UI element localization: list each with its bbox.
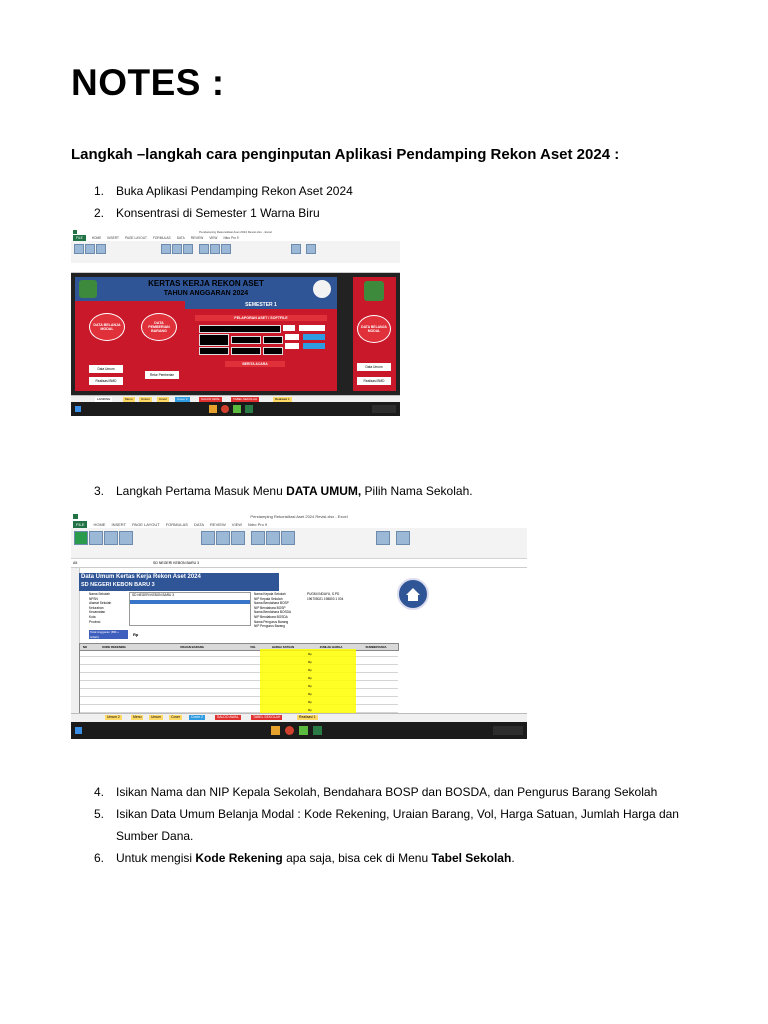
new-window-icon[interactable]	[199, 244, 209, 254]
zoom-icon[interactable]	[201, 531, 215, 545]
field-label: Kelurahan	[89, 605, 104, 610]
mid-oval-button[interactable]	[141, 313, 177, 341]
field-label: Nama Sekolah	[89, 592, 110, 596]
berita-acara-label: BERITA ACARA	[225, 361, 285, 367]
field-label: Nama Kepala Sekolah	[254, 592, 286, 596]
semester-label: SEMESTER 1	[185, 301, 337, 309]
rp-cell: Rp	[308, 692, 312, 696]
window-title: Pendamping Rekonsiliasi Aset 2024 Revisi.xlsx - Excel	[199, 230, 272, 234]
step-text: Untuk mengisi Kode Rekening apa saja, bisa cek di Menu Tabel Sekolah.	[116, 851, 515, 865]
col-header: KODE REKENING	[102, 645, 126, 649]
field-label: NIP Bendahara BOSP	[254, 605, 286, 610]
banner-title: KERTAS KERJA REKON ASET	[148, 279, 264, 288]
school-dropdown-value: SD NEGERI KEBON BARU 3	[132, 593, 174, 597]
realisasi-button[interactable]: Realisasi BMD	[89, 377, 123, 385]
sheet-tab[interactable]: Cover 2	[191, 715, 203, 719]
excel-screenshot-menu	[71, 229, 400, 416]
tab-nitro[interactable]: Nitro Pro 9	[223, 236, 239, 240]
taskbar-app-icon[interactable]	[233, 405, 241, 413]
sheet-tab[interactable]: Menu	[133, 715, 142, 719]
tab-review[interactable]: REVIEW	[190, 236, 204, 240]
col-header: URAIAN BARANG	[180, 645, 204, 649]
col-header: VOL	[250, 645, 256, 649]
mid-oval-label: DATA PEMBERIAN BARANG	[148, 321, 170, 333]
normal-view-icon[interactable]	[74, 244, 84, 254]
arrange-all-icon[interactable]	[266, 531, 280, 545]
left-oval-label: DATA BELANJA MODAL	[93, 323, 121, 331]
page-title: NOTES :	[71, 62, 225, 103]
tab-formulas[interactable]: FORMULAS	[165, 522, 188, 527]
sheet-tab[interactable]: Umum	[151, 715, 161, 719]
banner-year: TAHUN ANGGARAN 2024	[163, 290, 249, 297]
page-break-icon[interactable]	[89, 531, 103, 545]
left-oval-button[interactable]	[89, 313, 125, 341]
field-label: Kecamatan	[89, 610, 106, 615]
sheet-tabs	[71, 713, 527, 722]
total-label: Total Anggaran (BM + Hibah)	[89, 630, 128, 639]
tab-file[interactable]: FILE	[73, 235, 86, 241]
right-oval-label: DATA BELANJA MODAL	[361, 325, 387, 333]
ribbon	[71, 528, 527, 559]
report-button-9[interactable]	[199, 347, 229, 355]
field-label: Alamat Sekolah	[89, 601, 112, 606]
school-dropdown-highlight[interactable]	[130, 600, 250, 604]
report-button-4[interactable]	[199, 334, 229, 346]
page-break-icon[interactable]	[85, 244, 95, 254]
sheet-tab[interactable]: Umum	[141, 397, 150, 401]
right-oval-button[interactable]	[357, 315, 391, 343]
tab-review[interactable]: REVIEW	[210, 522, 226, 527]
taskbar-app-icon[interactable]	[285, 726, 294, 735]
macros-icon[interactable]	[396, 531, 410, 545]
page-layout-icon[interactable]	[104, 531, 118, 545]
step-text: Isikan Nama dan NIP Kepala Sekolah, Bendahara BOSP dan BOSDA, dan Pengurus Barang Sekolah	[116, 785, 658, 799]
new-window-icon[interactable]	[251, 531, 265, 545]
report-button-12[interactable]	[285, 343, 299, 349]
tab-formulas[interactable]: FORMULAS	[152, 236, 171, 240]
clock-tray	[493, 726, 523, 735]
header-school: SD NEGERI KEBON BARU 3	[81, 582, 155, 588]
sheet-grid	[71, 568, 527, 713]
arrange-all-icon[interactable]	[210, 244, 220, 254]
normal-view-icon[interactable]	[74, 531, 88, 545]
total-value: Rp	[133, 632, 139, 637]
tab-home[interactable]: HOME	[91, 236, 102, 240]
step-text: Buka Aplikasi Pendamping Rekon Aset 2024	[116, 184, 353, 198]
realisasi-right-button[interactable]: Realisasi BMD	[357, 377, 391, 385]
taskbar-app-icon[interactable]	[221, 405, 229, 413]
taskbar-app-icon[interactable]	[209, 405, 217, 413]
report-button-10[interactable]	[231, 347, 261, 355]
name-box[interactable]: A5	[73, 561, 78, 565]
dashboard-banner	[75, 277, 337, 301]
school-dropdown[interactable]	[129, 592, 251, 626]
sheet-tab[interactable]: Realisasi 1	[299, 715, 316, 719]
window-title: Pendamping Rekonsiliasi Aset 2024 Revisi.xlsx - Excel	[250, 514, 348, 519]
laporan-label: PELAPORAN ASET / SOFTFILE	[195, 315, 327, 321]
window-titlebar	[71, 513, 527, 521]
excel-screenshot-data-umum	[71, 513, 527, 739]
report-button-1[interactable]	[199, 325, 281, 333]
report-button-5[interactable]	[231, 336, 261, 344]
step-number: 3.	[94, 484, 105, 498]
windows-taskbar	[71, 402, 400, 416]
taskbar-app-icon[interactable]	[245, 405, 253, 413]
tab-data[interactable]: DATA	[193, 522, 205, 527]
report-button-7[interactable]	[285, 334, 299, 340]
rp-cell: Rp	[308, 700, 312, 704]
field-label: NIP Pengurus Barang	[254, 624, 285, 629]
report-button-3[interactable]	[299, 325, 325, 331]
header-title: Data Umum Kertas Kerja Rekon Aset 2024	[81, 574, 201, 580]
report-button-6[interactable]	[263, 336, 283, 344]
step-number: 6.	[94, 851, 105, 865]
crest-logo-right-icon	[364, 281, 384, 301]
sheet-tab[interactable]: Umum 2	[107, 715, 120, 719]
col-header: NO	[82, 645, 88, 649]
formula-bar[interactable]	[71, 263, 400, 273]
ribbon	[71, 241, 400, 264]
tab-insert[interactable]: INSERT	[111, 522, 127, 527]
sheet-tab[interactable]: TABEL SEKOLAH	[233, 397, 258, 401]
sheet-tab[interactable]: Menu	[125, 397, 133, 401]
sheet-tab[interactable]: SALDO AWAL	[201, 397, 221, 401]
field-label: NPSN	[89, 596, 98, 601]
tab-view[interactable]: VIEW	[231, 522, 243, 527]
step-text: Konsentrasi di Semester 1 Warna Biru	[116, 206, 320, 220]
field-label: Nama Bendahara BOSP	[254, 601, 289, 606]
rp-cell: Rp	[308, 676, 312, 680]
field-label: NIP Bendahara BOSDA	[254, 614, 288, 619]
step-number: 2.	[94, 206, 105, 220]
data-umum-right-button[interactable]: Data Umum	[357, 363, 391, 371]
taskbar-app-icon[interactable]	[313, 726, 322, 735]
tab-page-layout[interactable]: PAGE LAYOUT	[132, 522, 160, 527]
harga-satuan-column[interactable]	[260, 649, 306, 713]
field-labels	[89, 592, 129, 624]
zoom-selection-icon[interactable]	[183, 244, 193, 254]
formula-input[interactable]: SD NEGERI KEBON BARU 3	[153, 561, 200, 565]
step-number: 5.	[94, 807, 105, 821]
rp-cell: Rp	[308, 684, 312, 688]
taskbar-app-icon[interactable]	[299, 726, 308, 735]
switch-windows-icon[interactable]	[376, 531, 390, 545]
field-label: NIP Kepala Sekolah	[254, 596, 283, 601]
zoom-selection-icon[interactable]	[231, 531, 245, 545]
tab-home[interactable]: HOME	[93, 522, 106, 527]
tab-insert[interactable]: INSERT	[107, 236, 119, 240]
tut-wuri-logo-icon	[313, 280, 331, 298]
zoom-100-icon[interactable]	[216, 531, 230, 545]
clock-tray	[372, 405, 396, 413]
sheet-tab[interactable]: Cover	[159, 397, 168, 401]
home-button[interactable]	[397, 578, 429, 610]
tab-file[interactable]: FILE	[73, 521, 87, 528]
data-umum-header	[79, 573, 279, 591]
rp-cell: Rp	[308, 668, 312, 672]
table-body	[79, 649, 398, 713]
sheet-canvas	[71, 273, 400, 395]
report-button-2[interactable]	[283, 325, 295, 331]
tab-view[interactable]: VIEW	[209, 236, 218, 240]
sheet-tab[interactable]: Cover	[171, 715, 181, 719]
retur-button[interactable]: Retur Pemberian	[145, 371, 179, 379]
sheet-tab[interactable]: TABEL SEKOLAH	[253, 715, 281, 719]
col-header: SUMBER DANA	[365, 645, 387, 649]
kepsek-nip[interactable]: 196705021 198803 1 004	[307, 596, 344, 601]
ribbon-tabs	[71, 521, 527, 528]
kepsek-values	[307, 592, 343, 601]
field-label: Nama Bendahara BOSDA	[254, 610, 292, 615]
step-number: 1.	[94, 184, 105, 198]
page-subtitle: Langkah –langkah cara penginputan Aplikasi Pendamping Rekon Aset 2024 :	[71, 146, 620, 163]
freeze-panes-icon[interactable]	[221, 244, 231, 254]
step-text: Isikan Data Umum Belanja Modal : Kode Rekening, Uraian Barang, Vol, Harga Satuan, Jumlah Harga dan Sumber Dana.	[116, 807, 679, 843]
custom-views-icon[interactable]	[119, 531, 133, 545]
zoom-icon[interactable]	[161, 244, 171, 254]
col-header: JUMLAH HARGA	[319, 645, 343, 649]
rp-cell: Rp	[308, 660, 312, 664]
taskbar-app-icon[interactable]	[271, 726, 280, 735]
start-icon[interactable]	[75, 406, 81, 412]
start-icon[interactable]	[75, 727, 82, 734]
sheet-tab[interactable]: Cover 2	[177, 397, 188, 401]
rp-column	[308, 650, 312, 714]
tab-data[interactable]: DATA	[176, 236, 185, 240]
report-button-8[interactable]	[303, 334, 325, 340]
rp-cell: Rp	[308, 652, 312, 656]
macros-icon[interactable]	[306, 244, 316, 254]
kepsek-name[interactable]: PUGMI INDAYU, S.PD	[307, 592, 340, 596]
field-label: Kota	[89, 614, 96, 619]
step-number: 4.	[94, 785, 105, 799]
tab-nitro[interactable]: Nitro Pro 9	[248, 522, 268, 527]
dashboard-right	[353, 277, 396, 391]
formula-bar	[71, 559, 527, 568]
step-text: Langkah Pertama Masuk Menu DATA UMUM, Pilih Nama Sekolah.	[116, 484, 473, 498]
home-icon	[399, 580, 427, 608]
sheet-tab[interactable]: SALDO AWAL	[217, 715, 239, 719]
rp-cell: Rp	[308, 708, 312, 712]
dashboard-left	[75, 277, 337, 391]
data-umum-button[interactable]: Data Umum	[89, 365, 123, 373]
tab-page-layout[interactable]: PAGE LAYOUT	[124, 236, 147, 240]
jumlah-harga-column	[306, 649, 356, 713]
page-layout-icon[interactable]	[96, 244, 106, 254]
sheet-tab[interactable]: LANDING	[97, 397, 111, 401]
field-label: Nama Pengurus Barang	[254, 619, 289, 624]
field-label: Provinsi	[89, 619, 101, 624]
windows-taskbar	[71, 722, 527, 739]
freeze-panes-icon[interactable]	[281, 531, 295, 545]
sheet-tab[interactable]: Realisasi 1	[275, 397, 290, 401]
report-button-13[interactable]	[303, 343, 325, 349]
zoom-100-icon[interactable]	[172, 244, 182, 254]
col-header: HARGA SATUAN	[271, 645, 295, 649]
switch-windows-icon[interactable]	[291, 244, 301, 254]
report-button-11[interactable]	[263, 347, 283, 355]
